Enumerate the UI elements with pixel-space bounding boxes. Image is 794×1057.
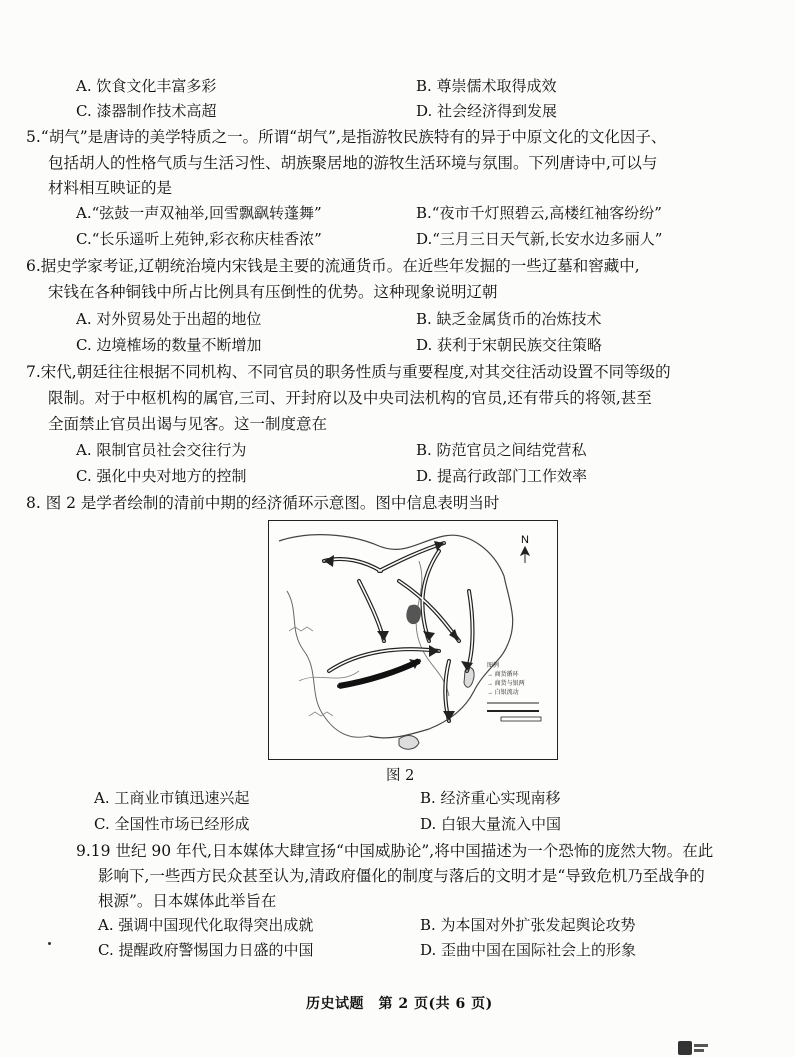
north-arrow-icon: [521, 547, 529, 563]
q7-stem-line-3: 全面禁止官员出谒与见客。这一制度意在: [48, 415, 328, 433]
legend-item-1: → 商货循环: [487, 672, 519, 678]
inland-border: [287, 591, 369, 737]
legend-item-2: → 商货与银两: [487, 681, 525, 687]
legend-item-3: → 白银流动: [487, 690, 519, 696]
q7-stem-line-2: 限制。对于中枢机构的属官,三司、开封府以及中央司法机构的官员,还有带兵的将领,甚至: [48, 389, 652, 407]
river-line: [416, 561, 449, 696]
q8-option-c: C. 全国性市场已经形成: [94, 815, 250, 833]
legend-title: 图例: [487, 663, 500, 669]
watermark-logo-icon: [678, 1040, 708, 1056]
scan-speck: [48, 942, 51, 945]
q5-stem-line-2: 包括胡人的性格气质与生活习性、胡族聚居地的游牧生活环境与氛围。下列唐诗中,可以与: [48, 154, 658, 172]
q7-stem-line-1: 7.宋代,朝廷往往根据不同机构、不同官员的职务性质与重要程度,对其交往活动设置不同等级的: [26, 363, 671, 381]
q7-option-b: B. 防范官员之间结党营私: [416, 441, 587, 459]
north-label: N: [521, 534, 529, 546]
figure-caption: 图 2: [386, 768, 415, 784]
q6-option-b: B. 缺乏金属货币的冶炼技术: [416, 310, 602, 328]
q6-stem-line-2: 宋钱在各种铜钱中所占比例具有压倒性的优势。这种现象说明辽朝: [48, 283, 498, 301]
q6-option-a: A. 对外贸易处于出超的地位: [76, 310, 262, 328]
island: [399, 736, 419, 750]
q8-option-b: B. 经济重心实现南移: [420, 789, 561, 807]
q5-option-d: D.“三月三日天气新,长安水边多丽人”: [416, 230, 663, 248]
q5-option-b: B.“夜市千灯照碧云,高楼红袖客纷纷”: [416, 204, 662, 222]
map-drawing: [269, 521, 556, 758]
terrain-mark: [289, 627, 313, 631]
q9-stem-line-2: 影响下,一些西方民众甚至认为,清政府僵化的制度与落后的文明才是“导致危机乃至战争的: [98, 867, 705, 885]
q5-option-a: A.“弦鼓一声双袖举,回雪飘飖转蓬舞”: [76, 204, 322, 222]
map-legend: [487, 661, 541, 721]
q8-option-d: D. 白银大量流入中国: [420, 815, 562, 833]
q7-option-c: C. 强化中央对地方的控制: [76, 467, 247, 485]
shaded-region: [406, 605, 421, 624]
q7-option-d: D. 提高行政部门工作效率: [416, 467, 588, 485]
circulation-arrows: [324, 543, 473, 721]
q9-option-d: D. 歪曲中国在国际社会上的形象: [420, 941, 637, 959]
scale-bar: [501, 717, 541, 721]
q4-option-c: C. 漆器制作技术高超: [76, 102, 217, 120]
thick-silver-flow: [339, 661, 419, 686]
q4-option-b: B. 尊崇儒术取得成效: [416, 77, 557, 95]
economic-circulation-map: [268, 520, 558, 760]
q7-option-a: A. 限制官员社会交往行为: [76, 441, 247, 459]
q5-stem-line-1: 5.“胡气”是唐诗的美学特质之一。所谓“胡气”,是指游牧民族特有的异于中原文化的文化因子、: [26, 128, 667, 146]
q8-stem-line-1: 8. 图 2 是学者绘制的清前中期的经济循环示意图。图中信息表明当时: [26, 494, 500, 512]
q9-option-b: B. 为本国对外扩张发起舆论攻势: [420, 916, 636, 934]
q5-option-c: C.“长乐遥听上苑钟,彩衣称庆桂香浓”: [76, 230, 322, 248]
q4-option-d: D. 社会经济得到发展: [416, 102, 558, 120]
q4-option-a: A. 饮食文化丰富多彩: [76, 77, 217, 95]
page-footer: 历史试题 第 2 页(共 6 页): [306, 996, 493, 1012]
q9-option-c: C. 提醒政府警惕国力日盛的中国: [98, 941, 314, 959]
q9-stem-line-3: 根源”。日本媒体此举旨在: [98, 892, 277, 910]
q6-option-c: C. 边境榷场的数量不断增加: [76, 336, 262, 354]
terrain-mark: [309, 712, 333, 716]
coastline: [279, 535, 513, 738]
q6-stem-line-1: 6.据史学家考证,辽朝统治境内宋钱是主要的流通货币。在近些年发掘的一些辽墓和窖藏中,: [26, 257, 640, 275]
q5-stem-line-3: 材料相互映证的是: [48, 179, 173, 197]
q9-stem-line-1: 9.19 世纪 90 年代,日本媒体大肆宣扬“中国威胁论”,将中国描述为一个恐怖的庞然大物。在此: [76, 842, 714, 860]
q8-option-a: A. 工商业市镇迅速兴起: [94, 789, 250, 807]
q9-option-a: A. 强调中国现代化取得突出成就: [98, 916, 314, 934]
q6-option-d: D. 获利于宋朝民族交往策略: [416, 336, 603, 354]
